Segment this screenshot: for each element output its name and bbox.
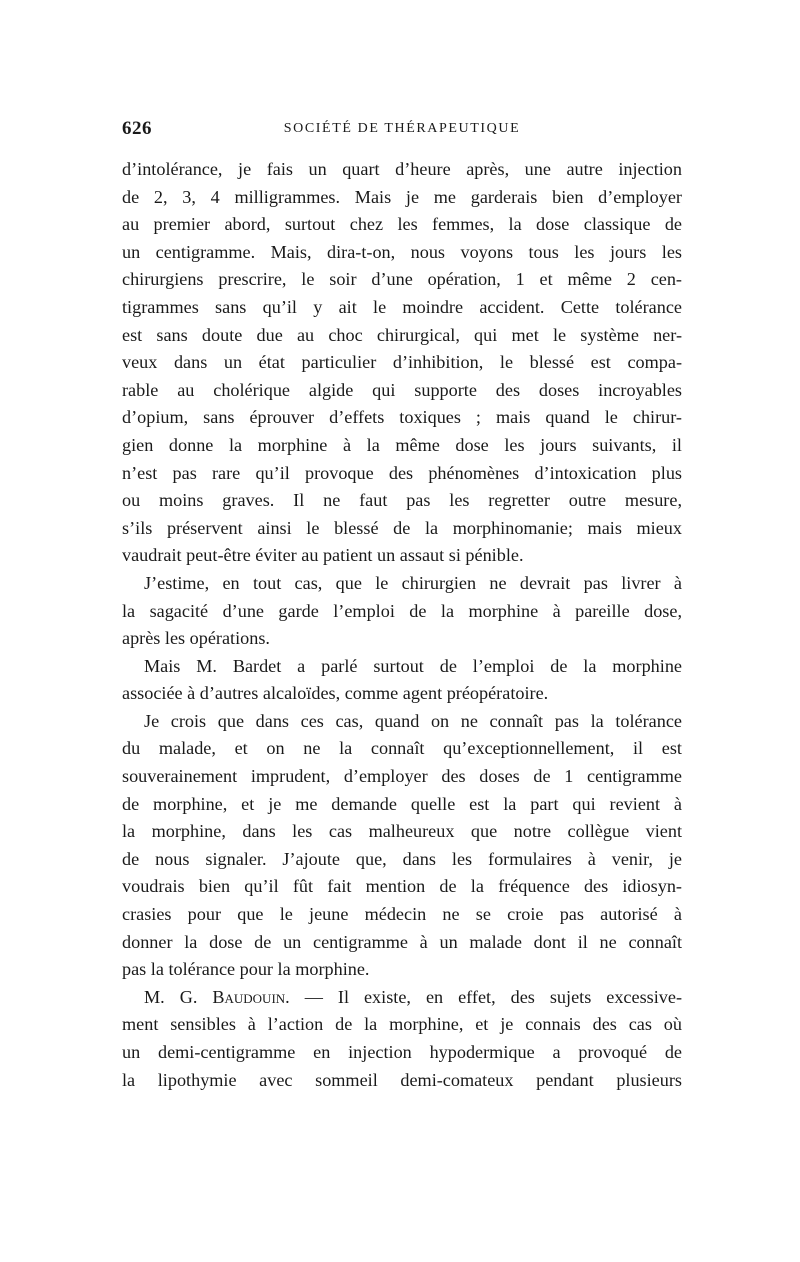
text-line: gien donne la morphine à la même dose les jours suivants, il	[122, 434, 682, 455]
text-line: du malade, et on ne la connaît qu’exceptionnellement, il est	[122, 738, 682, 759]
text-line: ou moins graves. Il ne faut pas les regretter outre mesure,	[122, 490, 682, 511]
text-line: la lipothymie avec sommeil demi-comateux pendant plusieurs	[122, 1069, 682, 1090]
text-line: d’opium, sans éprouver d’effets toxiques ; mais quand le chirur-	[122, 407, 682, 428]
text-line: voudrais bien qu’il fût fait mention de la fréquence des idiosyn-	[122, 876, 682, 897]
text-line: chirurgiens prescrire, le soir d’une opération, 1 et même 2 cen-	[122, 269, 682, 290]
text-line: un demi-centigramme en injection hypodermique a provoqué de	[122, 1042, 682, 1062]
text-line: de 2, 3, 4 milligrammes. Mais je me garderais bien d’employer	[122, 186, 682, 207]
text-line: crasies pour que le jeune médecin ne se croie pas autorisé à	[122, 904, 682, 925]
text-line: vaudrait peut-être éviter au patient un assaut si pénible.	[122, 545, 524, 566]
text-line: la morphine, dans les cas malheureux que notre collègue vient	[122, 821, 682, 842]
text-line: au premier abord, surtout chez les femmes, la dose classique de	[122, 214, 682, 235]
text-line: après les opérations.	[122, 628, 270, 649]
text-line: J’estime, en tout cas, que le chirurgien ne devrait pas livrer à	[144, 572, 682, 593]
page-header	[122, 118, 682, 144]
text-line: ment sensibles à l’action de la morphine, et je connais des cas où	[122, 1014, 682, 1035]
text-line: de morphine, et je me demande quelle est la part qui revient à	[122, 793, 682, 814]
text-line: donner la dose de un centigramme à un malade dont il ne connaît	[122, 931, 682, 952]
text-line: n’est pas rare qu’il provoque des phénomènes d’intoxication plus	[122, 462, 682, 483]
text-line: pas la tolérance pour la morphine.	[122, 959, 370, 980]
speaker-name: Baudouin.	[212, 986, 290, 1007]
text-line: associée à d’autres alcaloïdes, comme agent préopératoire.	[122, 683, 549, 704]
page-number: 626	[122, 118, 152, 139]
text-line: tigrammes sans qu’il y ait le moindre accident. Cette tolérance	[122, 296, 682, 317]
body-text	[122, 156, 682, 1094]
text-line: veux dans un état particulier d’inhibition, le blessé est compa-	[122, 352, 682, 373]
running-head: SOCIÉTÉ DE THÉRAPEUTIQUE	[283, 121, 521, 136]
text-line: un centigramme. Mais, dira-t-on, nous voyons tous les jours les	[122, 241, 682, 262]
text-line: Je crois que dans ces cas, quand on ne connaît pas la tolérance	[144, 710, 682, 731]
text-line: est sans doute due au choc chirurgical, qui met le système ner-	[122, 324, 682, 345]
text-line: la sagacité d’une garde l’emploi de la morphine à pareille dose,	[122, 600, 682, 621]
speaker-line	[122, 984, 682, 1012]
text-line: de nous signaler. J’ajoute que, dans les formulaires à venir, je	[122, 848, 682, 869]
text-line: rable au cholérique algide qui supporte des doses incroyables	[122, 379, 682, 400]
speaker-line-text: — Il existe, en effet, des sujets excessive-	[304, 986, 682, 1007]
text-line: souverainement imprudent, d’employer des doses de 1 centigramme	[122, 766, 682, 787]
speaker-prefix: M. G.	[144, 986, 213, 1007]
text-line: d’intolérance, je fais un quart d’heure après, une autre injection	[122, 159, 682, 179]
text-line: s’ils préservent ainsi le blessé de la morphinomanie; mais mieux	[122, 517, 682, 538]
text-line: Mais M. Bardet a parlé surtout de l’emploi de la morphine	[144, 655, 682, 676]
